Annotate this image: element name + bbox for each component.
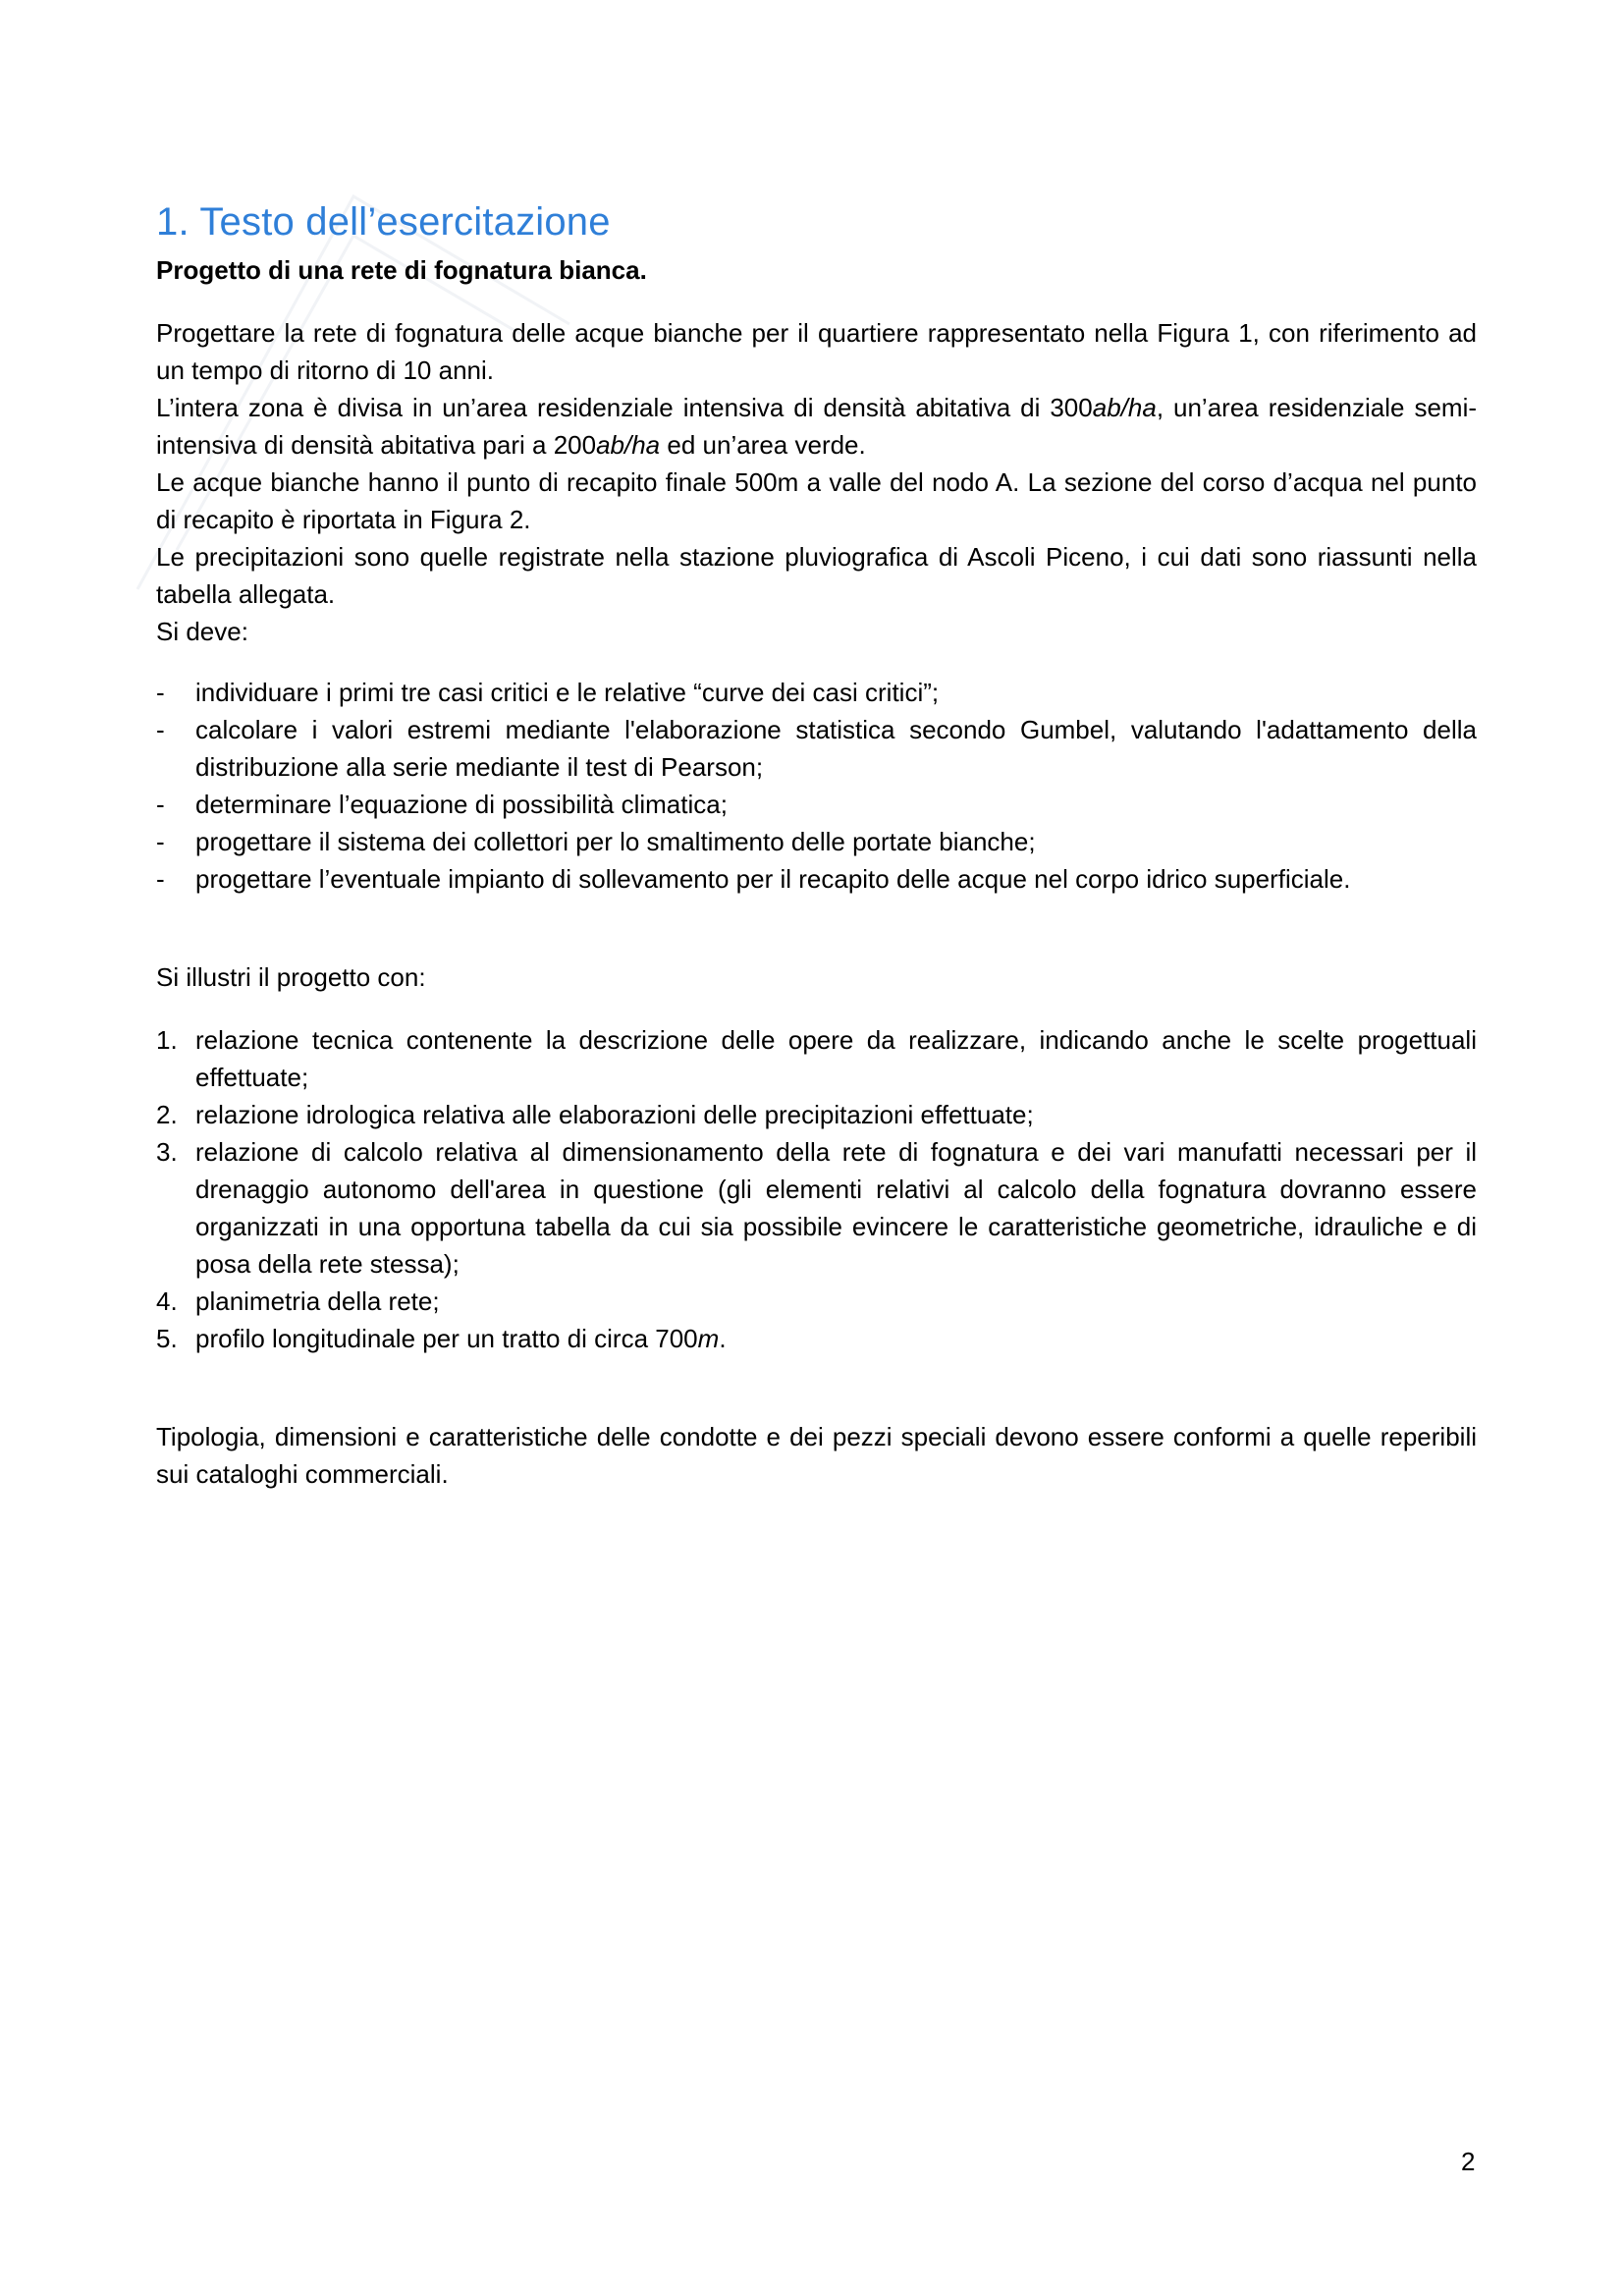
list-item: - progettare il sistema dei collettori per lo smaltimento delle portate bianche;	[156, 827, 1036, 856]
list-item: - determinare l’equazione di possibilità climatica;	[156, 790, 728, 819]
list-item: 4. planimetria della rete;	[156, 1286, 440, 1316]
page-number: 2	[1461, 2147, 1476, 2176]
list-item: - progettare l’eventuale impianto di sollevamento per il recapito delle acque nel corpo idrico superficiale.	[156, 864, 1351, 894]
unit-meters: m	[697, 1324, 720, 1353]
intro-block	[156, 314, 1477, 650]
unit-density-1: ab/ha	[1092, 393, 1157, 422]
closing-paragraph: Tipologia, dimensioni e caratteristiche delle condotte e dei pezzi speciali devono essere conformi a quelle reperibili sui cataloghi commerciali.	[156, 1422, 1477, 1489]
document-body	[156, 192, 1477, 1493]
intro-paragraph-5: Si deve:	[156, 617, 248, 646]
intro-paragraph-1: Progettare la rete di fognatura delle acque bianche per il quartiere rappresentato nella Figura 1, con riferimento ad un tempo di ritorno di 10 anni.	[156, 318, 1477, 385]
list-item: - calcolare i valori estremi mediante l'elaborazione statistica secondo Gumbel, valutando l'adattamento della distribuzione alla serie mediante il test di Pearson;	[156, 715, 1477, 782]
list-item: 3. relazione di calcolo relativa al dimensionamento della rete di fognatura e dei vari manufatti necessari per il drenaggio autonomo dell'area in questione (gli elementi relativi al calcolo della fognatura dovranno essere organizzati in una opportuna tabella da cui sia possibile evincere le caratteristiche geometriche, idrauliche e di posa della rete stessa);	[156, 1137, 1477, 1279]
unit-density-2: ab/ha	[596, 430, 661, 460]
illustrate-label: Si illustri il progetto con:	[156, 962, 426, 992]
list-item: 1. relazione tecnica contenente la descrizione delle opere da realizzare, indicando anche le scelte progettuali effettuate;	[156, 1025, 1477, 1092]
intro-paragraph-4: Le precipitazioni sono quelle registrate nella stazione pluviografica di Ascoli Piceno, i cui dati sono riassunti nella tabella allegata.	[156, 542, 1477, 609]
list-item: - individuare i primi tre casi critici e le relative “curve dei casi critici”;	[156, 678, 940, 707]
intro-paragraph-2: L’intera zona è divisa in un’area residenziale intensiva di densità abitativa di 300ab/ha, un’area residenziale semi-intensiva di densità abitativa pari a 200ab/ha ed un’area verde.	[156, 393, 1477, 460]
deliverables-list	[156, 1021, 1477, 1357]
list-item: 2. relazione idrologica relativa alle elaborazioni delle precipitazioni effettuate;	[156, 1100, 1034, 1129]
intro-paragraph-3: Le acque bianche hanno il punto di recapito finale 500m a valle del nodo A. La sezione del corso d’acqua nel punto di recapito è riportata in Figura 2.	[156, 467, 1477, 534]
list-item: 5. profilo longitudinale per un tratto di circa 700m.	[156, 1324, 727, 1353]
exercise-subtitle: Progetto di una rete di fognatura bianca.	[156, 255, 647, 285]
tasks-list	[156, 674, 1477, 898]
section-title: 1. Testo dell’esercitazione	[156, 200, 611, 244]
